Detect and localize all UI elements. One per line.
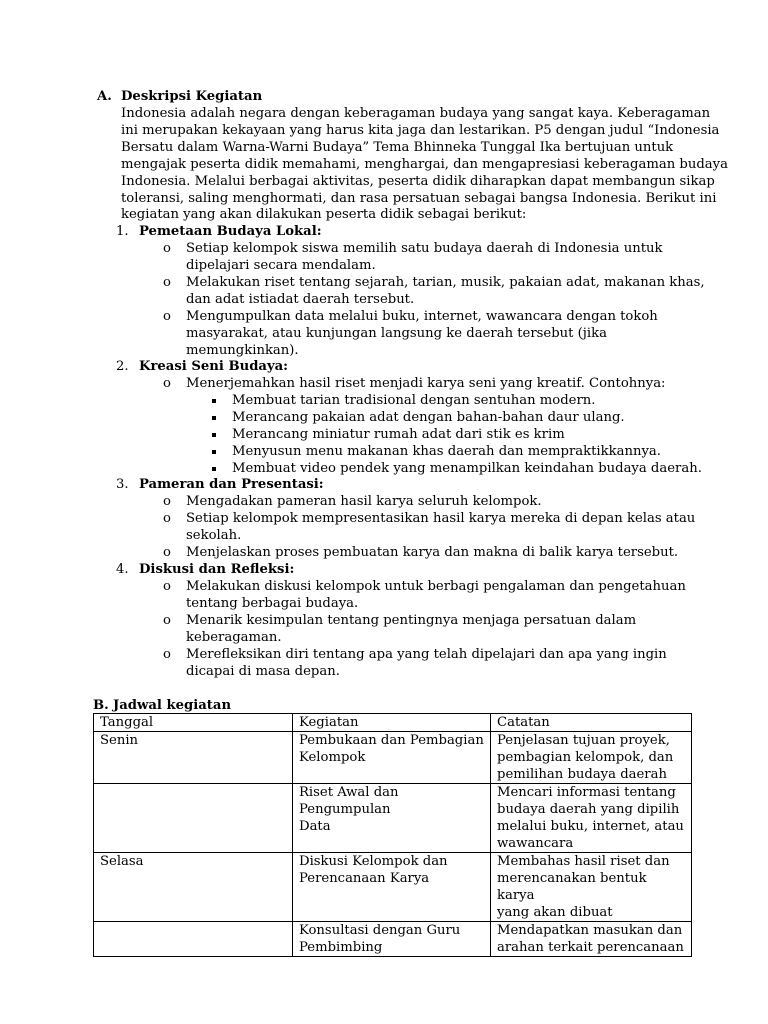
bullet-text: Melakukan riset tentang sejarah, tarian, musik, pakaian adat, makanan khas, [186,275,705,290]
bullet-marker: o [163,613,171,628]
note-cell [491,732,692,784]
bullet-text: dicapai di masa depan. [186,664,340,679]
table-row [94,853,692,922]
date-cell [94,784,293,853]
bullet-text: Mengumpulkan data melalui buku, internet, wawancara dengan tokoh [186,309,658,324]
cell-line: wawancara [497,836,574,851]
bullet-marker: o [163,241,171,256]
bullet-text: Merefleksikan diri tentang apa yang telah dipelajari dan apa yang ingin [186,647,667,662]
square-bullet-icon [212,399,216,403]
table-row [94,922,692,957]
cell-line: Pembukaan dan Pembagian [299,733,484,748]
paragraph-line: ini merupakan kekayaan yang harus kita jaga dan lestarikan. P5 dengan judul “Indonesia [121,123,720,138]
table-row [94,784,692,853]
cell-line: Mendapatkan masukan dan [497,923,683,938]
square-bullet-icon [212,467,216,471]
cell-line: Mencari informasi tentang [497,785,676,800]
cell-line: Pembimbing [299,940,383,955]
square-bullet-icon [212,416,216,420]
bullet-marker: o [163,494,171,509]
bullet-text: Menerjemahkan hasil riset menjadi karya seni yang kreatif. Contohnya: [186,376,666,391]
date-cell: Senin [94,732,293,784]
bullet-text: dipelajari secara mendalam. [186,258,376,273]
bullet-text: keberagaman. [186,630,282,645]
cell-line: Penjelasan tujuan proyek, [497,733,670,748]
bullet-text: tentang berbagai budaya. [186,596,359,611]
date-cell [94,922,293,957]
item-number: 4. [116,562,129,577]
square-bullet-icon [212,433,216,437]
item-number: 2. [116,359,129,374]
table-row [94,732,692,784]
cell-line: Riset Awal dan Pengumpulan [299,785,399,817]
bullet-marker: o [163,647,171,662]
bullet-text: sekolah. [186,528,242,543]
activity-cell [293,784,491,853]
activity-cell [293,732,491,784]
cell-line: Perencanaan Karya [299,871,430,886]
cell-line: arahan terkait perencanaan [497,940,684,955]
item-number: 3. [116,477,129,492]
cell-line: Data [299,819,331,834]
note-cell [491,784,692,853]
header-cell: Kegiatan [293,714,491,732]
header-cell: Catatan [491,714,692,732]
item-heading: Pemetaan Budaya Lokal: [139,224,322,239]
paragraph-line: mengajak peserta didik memahami, menghargai, dan mengapresiasi keberagaman budaya [121,157,728,172]
cell-line: pemilihan budaya daerah [497,767,667,782]
table-header-row [94,714,692,732]
cell-line: Kelompok [299,750,366,765]
section-b-title: Jadwal kegiatan [113,698,232,713]
cell-line: Diskusi Kelompok dan [299,854,448,869]
bullet-marker: o [163,579,171,594]
section-a-letter: A. [97,89,112,104]
cell-line: yang akan dibuat [497,905,613,920]
activity-cell [293,922,491,957]
bullet-marker: o [163,376,171,391]
bullet-text: Setiap kelompok mempresentasikan hasil karya mereka di depan kelas atau [186,511,696,526]
cell-line: melalui buku, internet, atau [497,819,684,834]
item-number: 1. [116,224,129,239]
header-cell: Tanggal [94,714,293,732]
section-b-letter: B. [93,698,109,713]
sub-bullet-text: Membuat tarian tradisional dengan sentuhan modern. [232,393,596,408]
bullet-text: Menarik kesimpulan tentang pentingnya menjaga persatuan dalam [186,613,637,628]
sub-bullet-text: Merancang pakaian adat dengan bahan-bahan daur ulang. [232,410,625,425]
sub-bullet-text: Merancang miniatur rumah adat dari stik es krim [232,427,565,442]
note-cell [491,853,692,922]
paragraph-line: kegiatan yang akan dilakukan peserta didik sebagai berikut: [121,207,527,222]
sub-bullet-text: Menyusun menu makanan khas daerah dan mempraktikkannya. [232,444,661,459]
cell-line: Konsultasi dengan Guru [299,923,461,938]
note-cell [491,922,692,957]
item-heading: Kreasi Seni Budaya: [139,359,289,374]
bullet-marker: o [163,545,171,560]
square-bullet-icon [212,450,216,454]
bullet-text: Melakukan diskusi kelompok untuk berbagi pengalaman dan pengetahuan [186,579,686,594]
bullet-text: memungkinkan). [186,343,299,358]
paragraph-line: toleransi, saling menghormati, dan rasa persatuan sebagai bangsa Indonesia. Berikut ini [121,191,717,206]
paragraph-line: Indonesia. Melalui berbagai aktivitas, peserta didik diharapkan dapat membangun sikap [121,174,715,189]
section-a-title: Deskripsi Kegiatan [121,89,263,104]
bullet-text: Setiap kelompok siswa memilih satu budaya daerah di Indonesia untuk [186,241,663,256]
sub-bullet-text: Membuat video pendek yang menampilkan keindahan budaya daerah. [232,461,702,476]
bullet-text: dan adat istiadat daerah tersebut. [186,292,415,307]
paragraph-line: Bersatu dalam Warna-Warni Budaya” Tema Bhinneka Tunggal Ika bertujuan untuk [121,140,674,155]
bullet-text: Mengadakan pameran hasil karya seluruh kelompok. [186,494,542,509]
cell-line: Membahas hasil riset dan [497,854,670,869]
item-heading: Diskusi dan Refleksi: [139,562,295,577]
cell-line: pembagian kelompok, dan [497,750,674,765]
bullet-marker: o [163,275,171,290]
bullet-marker: o [163,309,171,324]
date-cell: Selasa [94,853,293,922]
bullet-text: Menjelaskan proses pembuatan karya dan makna di balik karya tersebut. [186,545,679,560]
cell-line: merencanakan bentuk karya [497,871,647,903]
bullet-text: masyarakat, atau kunjungan langsung ke daerah tersebut (jika [186,326,607,341]
paragraph-line: Indonesia adalah negara dengan keberagaman budaya yang sangat kaya. Keberagaman [121,106,711,121]
bullet-marker: o [163,511,171,526]
activity-cell [293,853,491,922]
cell-line: budaya daerah yang dipilih [497,802,680,817]
item-heading: Pameran dan Presentasi: [139,477,324,492]
schedule-table [93,713,692,957]
